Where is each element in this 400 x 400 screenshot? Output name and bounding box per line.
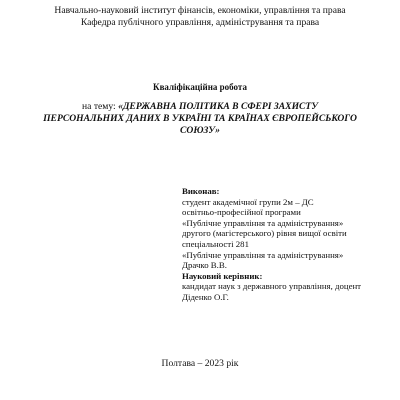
supervisor-line: кандидат наук з державного управління, доцент [182, 281, 362, 292]
topic-line-2: ПЕРСОНАЛЬНИХ ДАНИХ В УКРАЇНІ ТА КРАЇНАХ ЄВРОПЕЙСЬКОГО [43, 113, 357, 124]
supervisor-name: Діденко О.Г. [182, 291, 229, 302]
performer-line: освітньо-професійної програми [182, 207, 301, 218]
work-type: Кваліфікаційна робота [153, 82, 247, 92]
supervisor-heading: Науковий керівник: [182, 270, 263, 281]
performer-line: спеціальності 281 [182, 238, 249, 249]
topic-line-3: СОЮЗУ» [180, 125, 220, 136]
performer-line: «Публічне управління та адміністрування» [182, 249, 344, 260]
performer-line: студент академічної групи 2м – ДС [182, 196, 314, 207]
institute-name: Навчально-науковий інститут фінансів, економіки, управління та права [54, 5, 346, 16]
topic-line-1 [0, 101, 400, 113]
performer-name: Драчко В.В. [182, 260, 227, 271]
topic-prefix: на тему: [82, 101, 119, 112]
performer-block [182, 186, 361, 303]
performer-line: «Публічне управління та адміністрування» [182, 217, 344, 228]
department-name: Кафедра публічного управління, адміністрування та права [80, 17, 320, 28]
performer-line: другого (магістерського) рівня вищої освіти [182, 228, 347, 239]
topic-text-1: «ДЕРЖАВНА ПОЛІТИКА В СФЕРІ ЗАХИСТУ [118, 101, 318, 112]
performer-heading: Виконав: [182, 186, 220, 196]
city-year: Полтава – 2023 рік [161, 358, 239, 369]
